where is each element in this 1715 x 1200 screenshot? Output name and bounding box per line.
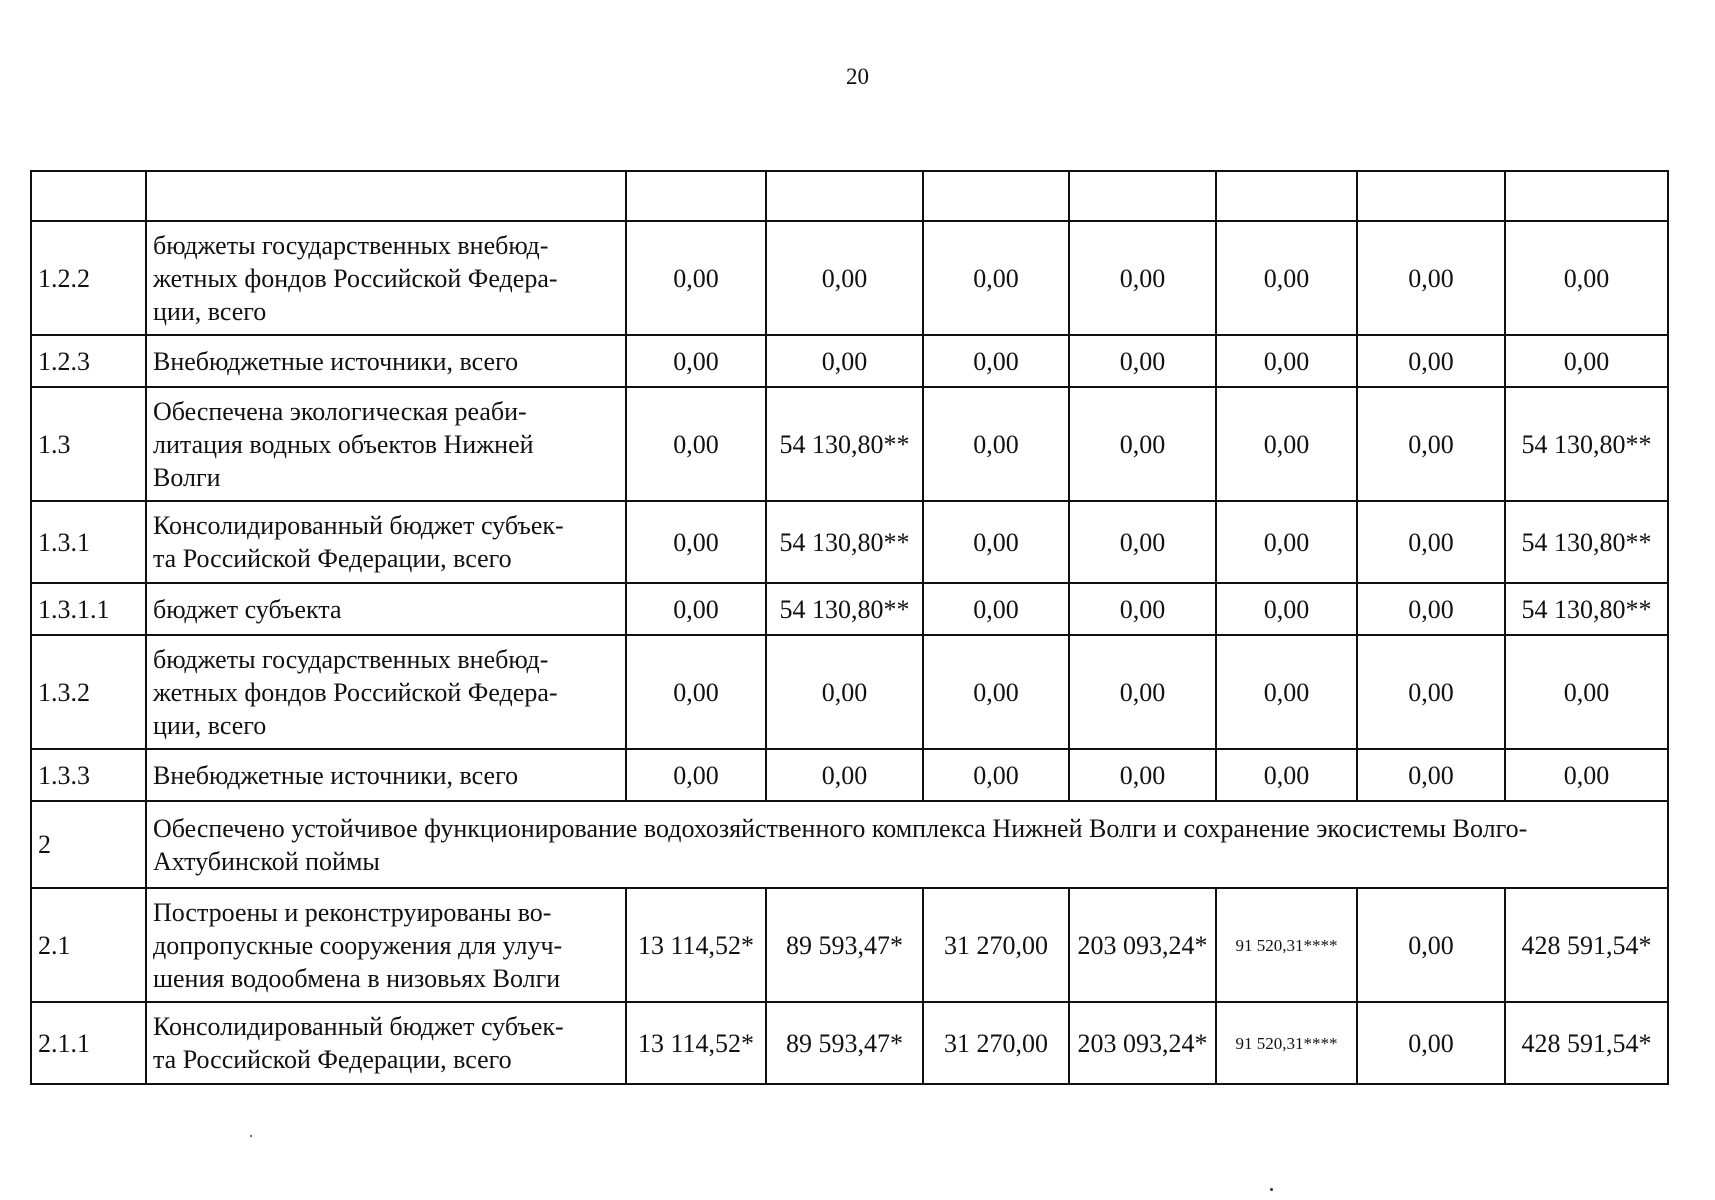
table-header-row	[31, 171, 1668, 221]
value-cell: 91 520,31****	[1216, 888, 1357, 1002]
table-row	[31, 387, 1668, 501]
value-cell: 31 270,00	[923, 1002, 1069, 1084]
row-number: 2.1	[31, 888, 146, 1002]
value-cell: 0,00	[1357, 583, 1505, 635]
value-cell: 0,00	[1357, 501, 1505, 583]
row-name: бюджеты государственных внебюд- жетных фондов Российской Федера- ции, всего	[146, 635, 626, 749]
value-cell: 0,00	[1505, 635, 1668, 749]
row-number: 1.3.3	[31, 749, 146, 801]
value-cell: 0,00	[1069, 749, 1216, 801]
value-cell: 0,00	[626, 635, 766, 749]
value-cell: 0,00	[923, 221, 1069, 335]
row-name: Консолидированный бюджет субъек- та Российской Федерации, всего	[146, 1002, 626, 1084]
header-cell	[1216, 171, 1357, 221]
table-row	[31, 635, 1668, 749]
value-cell: 0,00	[626, 583, 766, 635]
value-cell: 0,00	[923, 387, 1069, 501]
row-number: 1.2.3	[31, 335, 146, 387]
value-cell: 0,00	[1069, 387, 1216, 501]
value-cell: 203 093,24*	[1069, 888, 1216, 1002]
table-row	[31, 501, 1668, 583]
table-row	[31, 583, 1668, 635]
value-cell: 0,00	[1216, 335, 1357, 387]
header-cell	[626, 171, 766, 221]
value-cell: 0,00	[923, 635, 1069, 749]
row-number: 1.2.2	[31, 221, 146, 335]
value-cell: 0,00	[1505, 335, 1668, 387]
table-row	[31, 888, 1668, 1002]
value-cell: 0,00	[1357, 387, 1505, 501]
row-number: 1.3	[31, 387, 146, 501]
value-cell: 31 270,00	[923, 888, 1069, 1002]
table-row	[31, 749, 1668, 801]
value-cell: 91 520,31****	[1216, 1002, 1357, 1084]
row-name: Внебюджетные источники, всего	[146, 749, 626, 801]
header-cell	[1069, 171, 1216, 221]
value-cell: 0,00	[1216, 501, 1357, 583]
header-cell	[1357, 171, 1505, 221]
value-cell: 0,00	[1216, 749, 1357, 801]
row-number: 1.3.1.1	[31, 583, 146, 635]
value-cell: 0,00	[1357, 888, 1505, 1002]
table-row	[31, 1002, 1668, 1084]
value-cell: 13 114,52*	[626, 888, 766, 1002]
value-cell: 54 130,80**	[766, 583, 923, 635]
value-cell: 0,00	[923, 583, 1069, 635]
value-cell: 89 593,47*	[766, 888, 923, 1002]
value-cell: 54 130,80**	[766, 387, 923, 501]
value-cell: 0,00	[1216, 387, 1357, 501]
value-cell: 0,00	[1069, 635, 1216, 749]
value-cell: 0,00	[1069, 335, 1216, 387]
value-cell: 0,00	[1216, 583, 1357, 635]
value-cell: 0,00	[1069, 501, 1216, 583]
row-number: 1.3.2	[31, 635, 146, 749]
value-cell: 0,00	[626, 335, 766, 387]
value-cell: 0,00	[766, 335, 923, 387]
value-cell: 0,00	[923, 335, 1069, 387]
value-cell: 0,00	[1216, 221, 1357, 335]
value-cell: 0,00	[1357, 335, 1505, 387]
value-cell: 0,00	[766, 749, 923, 801]
header-cell	[1505, 171, 1668, 221]
row-name: бюджеты государственных внебюд- жетных фондов Российской Федера- ции, всего	[146, 221, 626, 335]
value-cell: 0,00	[1069, 583, 1216, 635]
page-number: 20	[846, 64, 869, 89]
value-cell: 428 591,54*	[1505, 888, 1668, 1002]
table-row	[31, 335, 1668, 387]
header-cell	[146, 171, 626, 221]
value-cell: 54 130,80**	[766, 501, 923, 583]
value-cell: 0,00	[626, 221, 766, 335]
budget-table	[30, 170, 1669, 1085]
value-cell: 0,00	[923, 749, 1069, 801]
row-name: Построены и реконструированы во- допропускные сооружения для улуч- шения водообмена в низовьях Волги	[146, 888, 626, 1002]
row-name: Обеспечено устойчивое функционирование водохозяйственного комплекса Нижней Волги и сохранение экосистемы Волго-Ахтубинской поймы	[146, 801, 1668, 888]
value-cell: 0,00	[1357, 1002, 1505, 1084]
header-cell	[31, 171, 146, 221]
row-number: 2	[31, 801, 146, 888]
row-name: Внебюджетные источники, всего	[146, 335, 626, 387]
scan-speck	[1270, 1188, 1273, 1191]
value-cell: 0,00	[1505, 221, 1668, 335]
header-cell	[923, 171, 1069, 221]
value-cell: 54 130,80**	[1505, 583, 1668, 635]
scan-speck	[250, 1135, 252, 1137]
value-cell: 13 114,52*	[626, 1002, 766, 1084]
value-cell: 0,00	[626, 749, 766, 801]
value-cell: 0,00	[626, 387, 766, 501]
row-name: Консолидированный бюджет субъек- та Российской Федерации, всего	[146, 501, 626, 583]
value-cell: 89 593,47*	[766, 1002, 923, 1084]
value-cell: 0,00	[1357, 749, 1505, 801]
row-name: Обеспечена экологическая реаби- литация водных объектов Нижней Волги	[146, 387, 626, 501]
value-cell: 0,00	[1069, 221, 1216, 335]
value-cell: 0,00	[1505, 749, 1668, 801]
table-row	[31, 801, 1668, 888]
value-cell: 0,00	[1357, 635, 1505, 749]
value-cell: 0,00	[1357, 221, 1505, 335]
value-cell: 0,00	[766, 635, 923, 749]
value-cell: 0,00	[766, 221, 923, 335]
header-cell	[766, 171, 923, 221]
value-cell: 203 093,24*	[1069, 1002, 1216, 1084]
value-cell: 0,00	[923, 501, 1069, 583]
row-name: бюджет субъекта	[146, 583, 626, 635]
table-row	[31, 221, 1668, 335]
value-cell: 54 130,80**	[1505, 501, 1668, 583]
value-cell: 428 591,54*	[1505, 1002, 1668, 1084]
row-number: 1.3.1	[31, 501, 146, 583]
value-cell: 54 130,80**	[1505, 387, 1668, 501]
value-cell: 0,00	[1216, 635, 1357, 749]
value-cell: 0,00	[626, 501, 766, 583]
row-number: 2.1.1	[31, 1002, 146, 1084]
